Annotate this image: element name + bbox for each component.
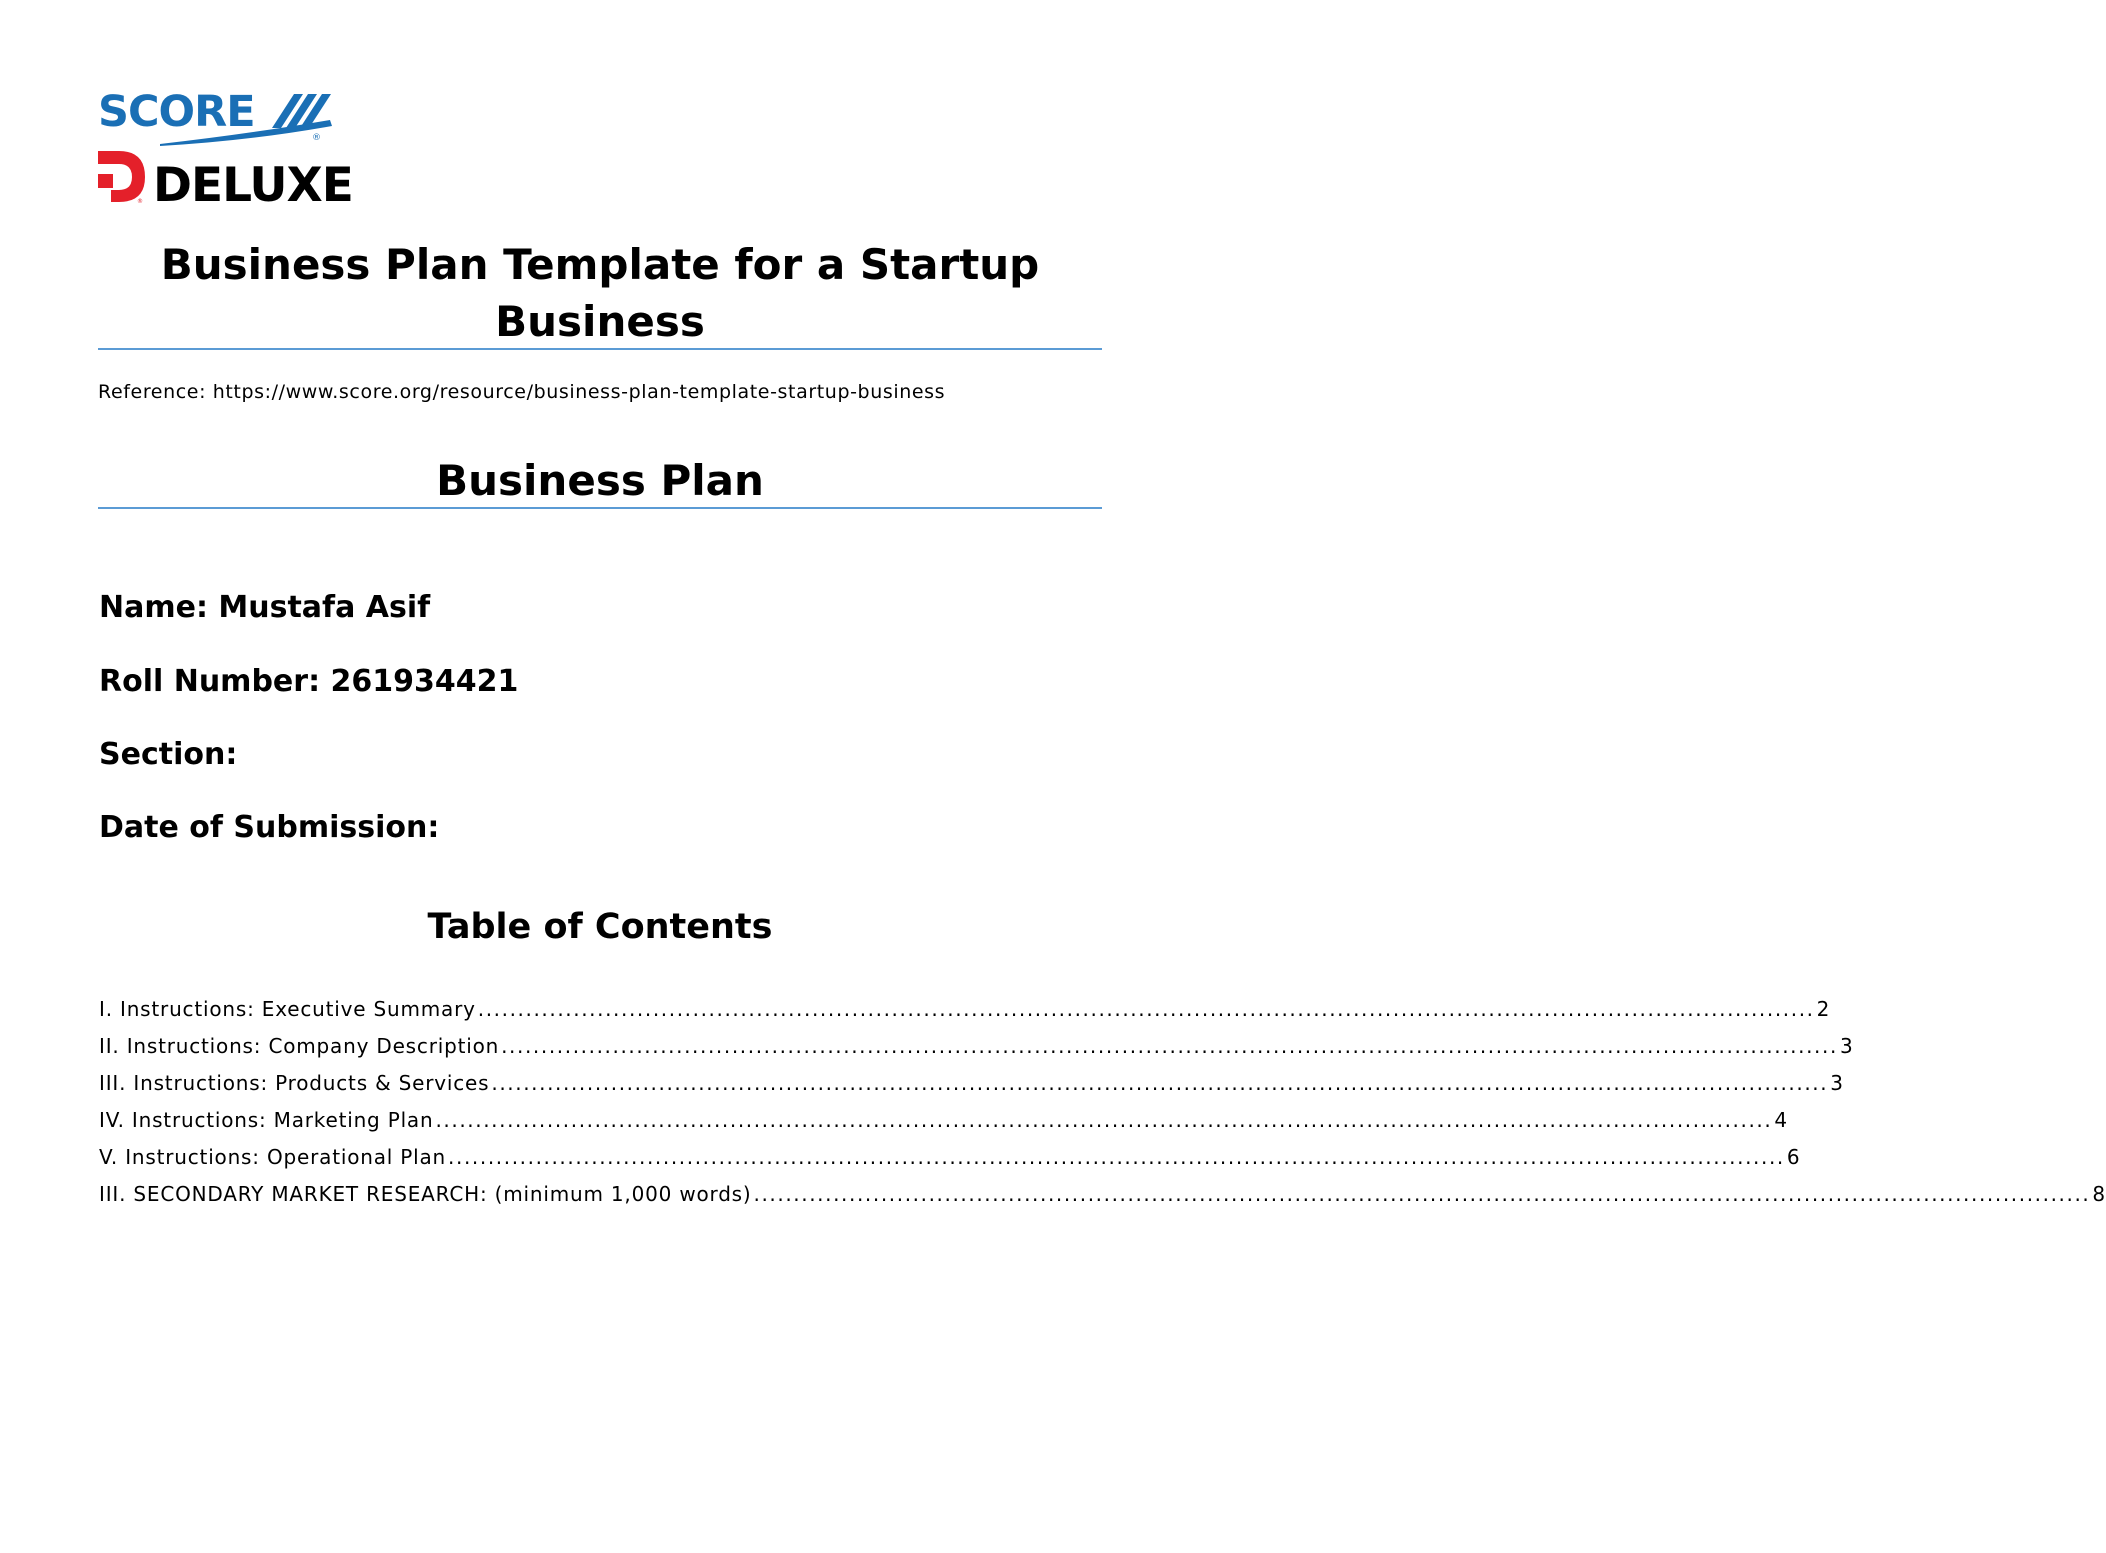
toc-item-page: 3 — [1830, 1071, 1844, 1095]
toc-item-label: I. Instructions: Executive Summary — [99, 997, 476, 1021]
document-title: Business Plan Template for a Startup Business — [160, 240, 1040, 346]
toc-item-label: II. Instructions: Company Description — [99, 1034, 500, 1058]
toc-item-page: 3 — [1839, 1034, 1854, 1058]
toc-item[interactable] — [99, 1030, 1854, 1067]
toc-item-label: V. Instructions: Operational Plan — [99, 1145, 447, 1169]
toc-item-label: III. SECONDARY MARKET RESEARCH: (minimum 1,000 words) — [99, 1182, 752, 1206]
svg-text:®: ® — [312, 133, 321, 143]
toc-leader: ........................................................................................................................................................................ — [435, 1108, 1773, 1132]
toc-item[interactable] — [99, 1178, 2106, 1215]
title-rule — [98, 348, 1102, 350]
toc-item[interactable] — [99, 993, 1831, 1030]
section-field: Section: — [99, 737, 238, 772]
toc-item[interactable] — [99, 1067, 1844, 1104]
toc-item-label: III. Instructions: Products & Services — [99, 1071, 490, 1095]
score-logo — [98, 86, 338, 148]
toc-item-page: 2 — [1816, 997, 1831, 1021]
svg-text:®: ® — [137, 198, 143, 205]
toc-list — [99, 993, 2106, 1215]
toc-title: Table of Contents — [427, 907, 773, 947]
deluxe-logo — [97, 150, 372, 213]
toc-item-page: 6 — [1786, 1145, 1801, 1169]
subtitle-rule — [98, 507, 1102, 509]
toc-item[interactable] — [99, 1104, 1788, 1141]
toc-leader: ........................................................................................................................................................................ — [753, 1182, 2091, 1206]
toc-item[interactable] — [99, 1141, 1801, 1178]
deluxe-logo-text: DELUXE — [153, 158, 353, 213]
reference-text: Reference: https://www.score.org/resource/business-plan-template-startup-business — [98, 381, 946, 403]
toc-item-page: 8 — [2092, 1182, 2106, 1206]
deluxe-logo-mark — [98, 151, 145, 202]
toc-leader: ........................................................................................................................................................................ — [448, 1145, 1785, 1169]
toc-leader: ........................................................................................................................................................................ — [501, 1034, 1838, 1058]
toc-leader: ........................................................................................................................................................................ — [491, 1071, 1829, 1095]
toc-item-page: 4 — [1774, 1108, 1788, 1132]
toc-leader: ........................................................................................................................................................................ — [477, 997, 1815, 1021]
name-field: Name: Mustafa Asif — [99, 590, 431, 625]
roll-number-field: Roll Number: 261934421 — [99, 664, 519, 699]
document-subtitle: Business Plan — [436, 456, 764, 505]
toc-item-label: IV. Instructions: Marketing Plan — [99, 1108, 434, 1132]
date-of-submission-field: Date of Submission: — [99, 810, 440, 845]
score-logo-text: SCORE — [98, 87, 255, 137]
